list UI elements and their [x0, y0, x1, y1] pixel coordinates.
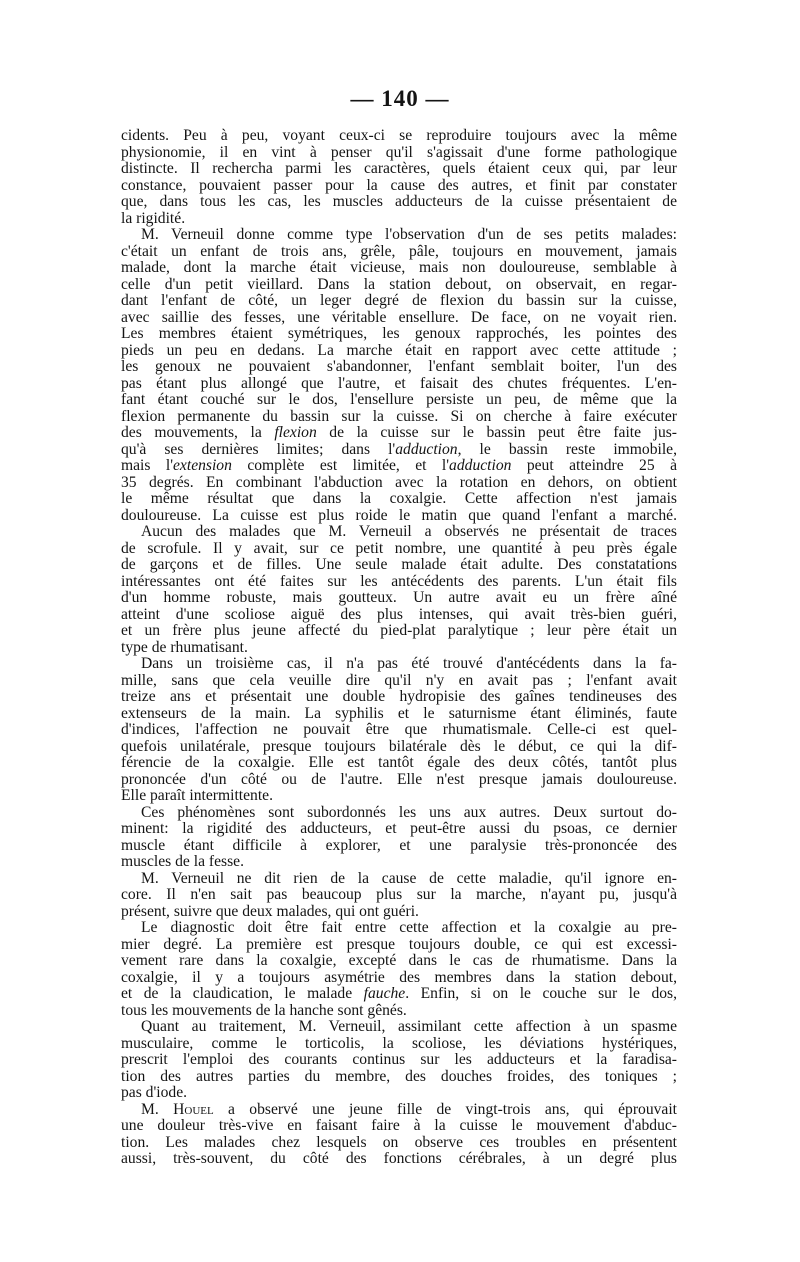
text-line: d'indices, l'affection ne pouvait être que rhumatismale. Celle-ci est quel-: [121, 721, 677, 738]
text-line: muscles de la fesse.: [121, 853, 244, 870]
text-line: 35 degrés. En combinant l'abduction avec la rotation en dehors, on obtient: [121, 473, 677, 491]
text-line: quefois unilatérale, presque toujours bilatérale dès le début, ce qui la dif-: [121, 737, 677, 755]
text-line: avec saillie des fesses, une véritable ensellure. De face, on ne voyait rien.: [121, 308, 677, 326]
text-line: M. Houel a observé une jeune fille de vingt-trois ans, qui éprouvait: [141, 1100, 678, 1118]
text-line: c'était un enfant de trois ans, grêle, pâle, toujours en mouvement, jamais: [121, 242, 677, 260]
text-line: que, dans tous les cas, les muscles adducteurs de la cuisse présentaient de: [121, 193, 677, 210]
text-line: Aucun des malades que M. Verneuil a observés ne présentait de traces: [141, 523, 677, 540]
text-line: et de la claudication, le malade fauche. Enfin, si on le couche sur le dos,: [121, 985, 678, 1002]
text-line: minent: la rigidité des adducteurs, et peut-être aussi du psoas, ce dernier: [121, 820, 677, 837]
text-line: vement rare dans la coxalgie, excepté dans le cas de rhumatisme. Dans la: [121, 952, 677, 969]
text-line: intéressantes ont été faites sur les antécédents des parents. L'un était fils: [121, 572, 677, 590]
text-line: muscle étant difficile à explorer, et une paralysie très-prononcée des: [121, 836, 677, 854]
text-line: pas d'iode.: [121, 1084, 188, 1101]
text-line: cidents. Peu à peu, voyant ceux-ci se reproduire toujours avec la même: [121, 127, 677, 144]
text-line: de scrofule. Il y avait, sur ce petit nombre, une quantité à peu près égale: [121, 539, 677, 557]
text-line: physionomie, il en vint à penser qu'il s'agissait d'une forme pathologique: [121, 143, 677, 161]
text-line: qu'à ses dernières limites; dans l'adduction, le bassin reste immobile,: [121, 440, 678, 458]
text-line: mais l'extension complète est limitée, et l'adduction peut atteindre 25 à: [121, 457, 677, 474]
text-line: coxalgie, il y a toujours asymétrie des membres dans la station debout,: [121, 968, 677, 986]
text-line: atteint d'une scoliose aiguë des plus intenses, qui avait très-bien guéri,: [121, 605, 677, 623]
text-line: la rigidité.: [121, 209, 186, 227]
text-line: tous les mouvements de la hanche sont gênés.: [121, 1001, 407, 1019]
text-line: prescrit l'emploi des courants continus sur les adducteurs et la faradisa-: [121, 1051, 677, 1068]
text-line: Dans un troisième cas, il n'a pas été trouvé d'antécédents dans la fa-: [141, 655, 677, 672]
text-line: malade, dont la marche était vicieuse, mais non douloureuse, semblable à: [121, 259, 677, 276]
text-line: M. Verneuil ne dit rien de la cause de cette maladie, qu'il ignore en-: [141, 869, 677, 887]
text-line: Les membres étaient symétriques, les genoux rapprochés, les pointes des: [121, 325, 677, 342]
text-line: pieds un peu en dedans. La marche était en rapport avec cette attitude ;: [121, 341, 677, 359]
text-line: mier degré. La première est presque toujours double, ce qui est excessi-: [121, 935, 677, 953]
text-line: celle d'un petit vieillard. Dans la station debout, on observait, en regar-: [121, 275, 677, 293]
text-line: Elle paraît intermittente.: [121, 787, 273, 804]
text-line: M. Verneuil donne comme type l'observation d'un de ses petits malades:: [141, 226, 677, 243]
text-line: une douleur très-vive en faisant faire à la cuisse le mouvement d'abduc-: [121, 1117, 677, 1134]
text-line: tion. Les malades chez lesquels on observe ces troubles en présentent: [121, 1133, 677, 1151]
text-line: le même résultat que dans la coxalgie. Cette affection n'est jamais: [121, 490, 677, 507]
text-line: distincte. Il rechercha parmi les caractères, quels étaient ceux qui, par leur: [121, 160, 677, 177]
text-line: treize ans et présentait une double hydropisie des gaînes tendineuses des: [121, 688, 677, 705]
page-number: — 140 —: [350, 86, 450, 111]
text-line: extenseurs de la main. La syphilis et le saturnisme étant éliminés, faute: [121, 704, 677, 722]
text-line: type de rhumatisant.: [121, 638, 248, 656]
text-line: Quant au traitement, M. Verneuil, assimilant cette affection à un spasme: [141, 1018, 677, 1035]
text-line: férencie de la coxalgie. Elle est tantôt égale des deux côtés, tantôt plus: [121, 754, 677, 771]
text-line: et un frère plus jeune affecté du pied-plat paralytique ; leur père était un: [121, 622, 677, 639]
text-line: des mouvements, la flexion de la cuisse sur le bassin peut être faite jus-: [121, 424, 678, 441]
text-line: d'un homme robuste, mais goutteux. Un autre avait eu un frère aîné: [121, 589, 677, 606]
text-line: dant l'enfant de côté, un leger degré de flexion du bassin sur la cuisse,: [121, 292, 677, 309]
text-line: Ces phénomènes sont subordonnés les uns aux autres. Deux surtout do-: [141, 803, 677, 821]
text-line: les genoux ne pouvaient s'abandonner, l'enfant semblait boiter, l'un des: [121, 358, 677, 375]
text-line: constance, pouvaient passer pour la cause des autres, et finit par constater: [121, 176, 677, 194]
text-line: aussi, très-souvent, du côté des fonctions cérébrales, à un degré plus: [121, 1150, 677, 1167]
text-line: tion des autres parties du membre, des douches froides, des toniques ;: [121, 1067, 677, 1085]
text-line: de garçons et de filles. Une seule malade était adulte. Des constatations: [121, 556, 677, 573]
text-line: prononcée d'un côté ou de l'autre. Elle n'est presque jamais douloureuse.: [121, 770, 677, 788]
text-line: fant étant couché sur le dos, l'ensellure persiste un peu, de même que la: [121, 391, 677, 408]
text-line: pas étant plus allongé que l'autre, et faisait des chutes fréquentes. L'en-: [121, 374, 677, 392]
text-line: core. Il n'en sait pas beaucoup plus sur la marche, n'ayant pu, jusqu'à: [121, 886, 677, 903]
text-line: musculaire, comme le torticolis, la scoliose, les déviations hystériques,: [121, 1034, 677, 1052]
text-line: flexion permanente du bassin sur la cuisse. Si on cherche à faire exécuter: [121, 407, 677, 425]
body-text: [121, 128, 677, 1168]
text-line: douloureuse. La cuisse est plus roide le matin que quand l'enfant a marché.: [121, 506, 677, 524]
text-line: mille, sans que cela veuille dire qu'il n'y en avait pas ; l'enfant avait: [121, 671, 677, 689]
text-line: Le diagnostic doit être fait entre cette affection et la coxalgie au pre-: [141, 919, 677, 936]
text-line: présent, suivre que deux malades, qui ont guéri.: [121, 902, 419, 920]
